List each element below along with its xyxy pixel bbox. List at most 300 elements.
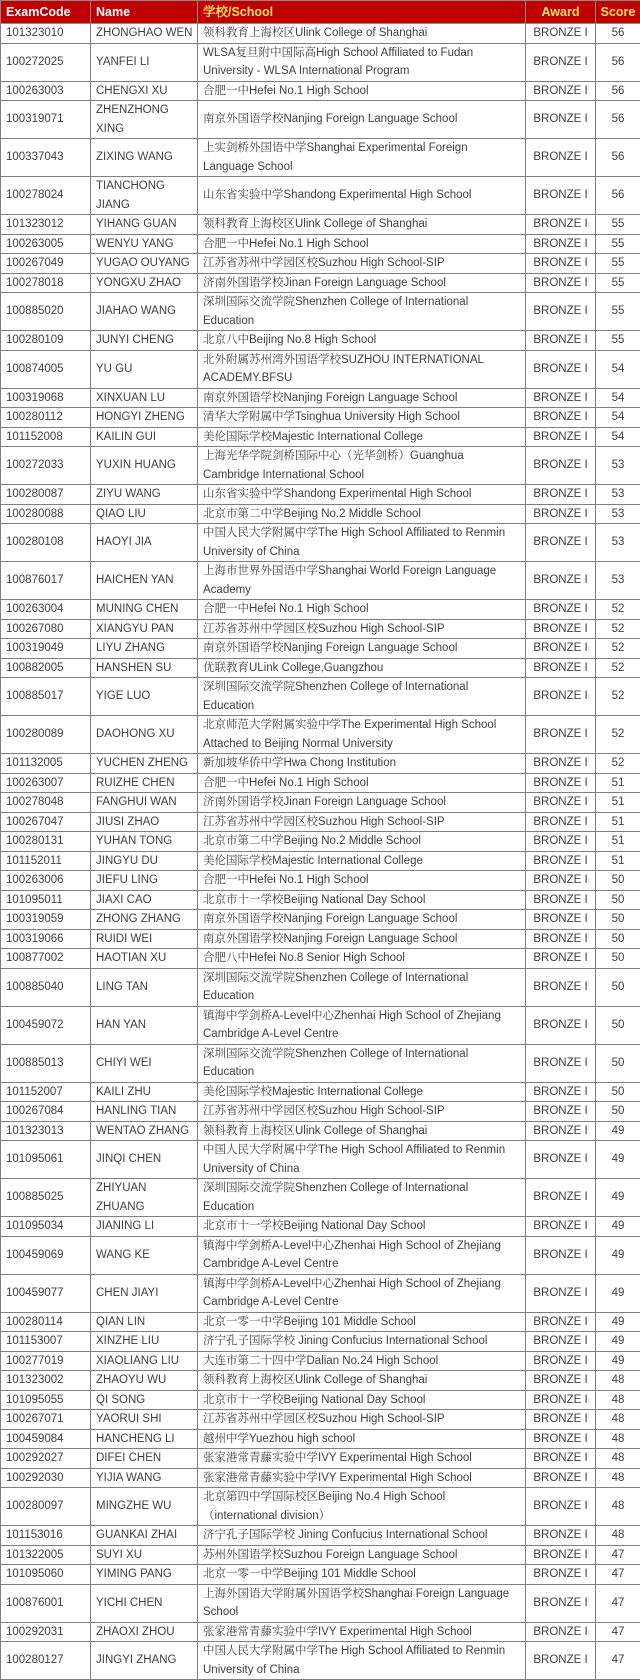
name-cell: HANSHEN SU [91,658,198,678]
name-cell: MUNING CHEN [91,600,198,620]
name-cell: WENYU YANG [91,234,198,254]
name-cell: LING TAN [91,968,198,1006]
name-cell: ZHIYUAN ZHUANG [91,1179,198,1217]
name-cell: YANFEI LI [91,43,198,81]
name-cell: YUCHEN ZHENG [91,754,198,774]
name-cell: JIANING LI [91,1217,198,1237]
name-cell: KAILI ZHU [91,1082,198,1102]
award-cell: BRONZE I [526,1622,596,1642]
score-cell: 50 [596,929,640,949]
table-row [1,485,640,505]
name-cell: WANG KE [91,1236,198,1274]
table-row [1,639,640,659]
name-cell: QIAO LIU [91,504,198,524]
table-row [1,524,640,562]
table-row [1,871,640,891]
name-cell: QIAN LIN [91,1312,198,1332]
score-cell: 51 [596,773,640,793]
name-cell: XINZHE LIU [91,1332,198,1352]
award-cell: BRONZE I [526,524,596,562]
exam-code-cell: 101095011 [1,890,91,910]
exam-code-cell: 101153016 [1,1526,91,1546]
award-cell: BRONZE I [526,812,596,832]
exam-code-cell: 101152007 [1,1082,91,1102]
table-row [1,890,640,910]
table-row [1,1102,640,1122]
exam-code-cell: 101095034 [1,1217,91,1237]
school-cell: 合肥一中Hefei No.1 High School [198,234,526,254]
school-cell: 北京市十一学校Beijing National Day School [198,890,526,910]
table-row [1,968,640,1006]
score-cell: 54 [596,427,640,447]
exam-code-cell: 100292027 [1,1449,91,1469]
table-row [1,1584,640,1622]
table-row [1,43,640,81]
table-row [1,929,640,949]
name-cell: ZHONG ZHANG [91,910,198,930]
school-cell: 北京市第二中学Beijing No.2 Middle School [198,504,526,524]
school-cell: 北京市十一学校Beijing National Day School [198,1390,526,1410]
exam-code-cell: 100280109 [1,331,91,351]
name-cell: YIGE LUO [91,678,198,716]
award-cell: BRONZE I [526,254,596,274]
exam-code-cell: 100278024 [1,177,91,215]
school-cell: 张家港常青藤实验中学IVY Experimental High School [198,1449,526,1469]
table-row [1,504,640,524]
score-cell: 50 [596,871,640,891]
award-cell: BRONZE I [526,234,596,254]
school-cell: 上海外国语大学附属外国语学校Shanghai Foreign Language School [198,1584,526,1622]
exam-code-cell: 101323002 [1,1371,91,1391]
table-row [1,1179,640,1217]
column-header-school: 学校/School [198,1,526,24]
name-cell: SUYI XU [91,1545,198,1565]
table-row [1,81,640,101]
table-row [1,215,640,235]
score-cell: 52 [596,678,640,716]
school-cell: 深圳国际交流学院Shenzhen College of International Education [198,678,526,716]
name-cell: JIAHAO WANG [91,293,198,331]
name-cell: JINGYI ZHANG [91,1642,198,1680]
table-row [1,1410,640,1430]
school-cell: 越州中学Yuezhou high school [198,1429,526,1449]
award-cell: BRONZE I [526,1410,596,1430]
school-cell: 镇海中学剑桥A-Level中心Zhenhai High School of Zhejiang Cambridge A-Level Centre [198,1236,526,1274]
table-row [1,562,640,600]
award-cell: BRONZE I [526,1179,596,1217]
table-row [1,273,640,293]
award-cell: BRONZE I [526,793,596,813]
name-cell: YU GU [91,350,198,388]
name-cell: HONGYI ZHENG [91,408,198,428]
school-cell: 北京八中Beijing No.8 High School [198,331,526,351]
award-cell: BRONZE I [526,1390,596,1410]
table-row [1,619,640,639]
exam-code-cell: 101095061 [1,1141,91,1179]
school-cell: 中国人民大学附属中学The High School Affiliated to Renmin University of China [198,1141,526,1179]
table-row [1,254,640,274]
table-row [1,1642,640,1680]
school-cell: 北京一零一中学Beijing 101 Middle School [198,1312,526,1332]
table-row [1,388,640,408]
award-cell: BRONZE I [526,929,596,949]
name-cell: JINQI CHEN [91,1141,198,1179]
name-cell: YIMING PANG [91,1565,198,1585]
score-cell: 47 [596,1545,640,1565]
award-cell: BRONZE I [526,658,596,678]
score-cell: 55 [596,254,640,274]
score-cell: 47 [596,1642,640,1680]
exam-code-cell: 100877002 [1,949,91,969]
award-cell: BRONZE I [526,1082,596,1102]
table-row [1,1351,640,1371]
column-header-score: Score [596,1,640,24]
name-cell: DAOHONG XU [91,716,198,754]
table-row [1,24,640,44]
score-cell: 49 [596,1312,640,1332]
exam-code-cell: 100272025 [1,43,91,81]
exam-code-cell: 100885025 [1,1179,91,1217]
score-cell: 48 [596,1488,640,1526]
school-cell: 北京市十一学校Beijing National Day School [198,1217,526,1237]
name-cell: GUANKAI ZHAI [91,1526,198,1546]
score-cell: 56 [596,177,640,215]
table-row [1,1545,640,1565]
table-row [1,1622,640,1642]
name-cell: JIUSI ZHAO [91,812,198,832]
score-cell: 55 [596,331,640,351]
table-row [1,600,640,620]
school-cell: 上海光华学院剑桥国际中心（光华剑桥）Guanghua Cambridge International School [198,447,526,485]
score-cell: 55 [596,234,640,254]
score-cell: 54 [596,388,640,408]
score-cell: 53 [596,562,640,600]
award-cell: BRONZE I [526,1584,596,1622]
name-cell: JIEFU LING [91,871,198,891]
score-cell: 49 [596,1236,640,1274]
table-row [1,754,640,774]
score-cell: 52 [596,619,640,639]
name-cell: XINXUAN LU [91,388,198,408]
score-cell: 51 [596,851,640,871]
award-cell: BRONZE I [526,293,596,331]
award-cell: BRONZE I [526,101,596,139]
name-cell: ZHAOYU WU [91,1371,198,1391]
award-cell: BRONZE I [526,949,596,969]
award-cell: BRONZE I [526,1141,596,1179]
school-cell: 深圳国际交流学院Shenzhen College of International Education [198,1179,526,1217]
award-cell: BRONZE I [526,1545,596,1565]
exam-code-cell: 100319066 [1,929,91,949]
name-cell: LIYU ZHANG [91,639,198,659]
table-row [1,1332,640,1352]
school-cell: 美伦国际学校Majestic International College [198,427,526,447]
score-cell: 49 [596,1351,640,1371]
table-row [1,1429,640,1449]
score-cell: 52 [596,658,640,678]
exam-code-cell: 101322005 [1,1545,91,1565]
award-cell: BRONZE I [526,890,596,910]
score-cell: 49 [596,1274,640,1312]
name-cell: HANLING TIAN [91,1102,198,1122]
score-cell: 52 [596,639,640,659]
name-cell: RUIZHE CHEN [91,773,198,793]
award-cell: BRONZE I [526,1351,596,1371]
exam-code-cell: 100280087 [1,485,91,505]
name-cell: HAN YAN [91,1006,198,1044]
school-cell: 镇海中学剑桥A-Level中心Zhenhai High School of Zhejiang Cambridge A-Level Centre [198,1274,526,1312]
exam-code-cell: 101095055 [1,1390,91,1410]
table-row [1,678,640,716]
award-cell: BRONZE I [526,1371,596,1391]
name-cell: ZHAOXI ZHOU [91,1622,198,1642]
award-cell: BRONZE I [526,716,596,754]
exam-code-cell: 100885013 [1,1044,91,1082]
score-cell: 51 [596,832,640,852]
column-header-exam-code: ExamCode [1,1,91,24]
award-cell: BRONZE I [526,1006,596,1044]
exam-code-cell: 100278018 [1,273,91,293]
name-cell: FANGHUI WAN [91,793,198,813]
table-row [1,832,640,852]
school-cell: 美伦国际学校Majestic International College [198,851,526,871]
award-cell: BRONZE I [526,350,596,388]
award-cell: BRONZE I [526,871,596,891]
score-cell: 49 [596,1141,640,1179]
school-cell: WLSA复旦附中国际高High School Affiliated to Fudan University - WLSA International Program [198,43,526,81]
school-cell: 北京市第二中学Beijing No.2 Middle School [198,832,526,852]
table-row [1,1141,640,1179]
score-cell: 51 [596,793,640,813]
award-cell: BRONZE I [526,562,596,600]
name-cell: ZIYU WANG [91,485,198,505]
score-cell: 47 [596,1584,640,1622]
name-cell: DIFEI CHEN [91,1449,198,1469]
name-cell: YUHAN TONG [91,832,198,852]
exam-code-cell: 100876001 [1,1584,91,1622]
award-cell: BRONZE I [526,408,596,428]
name-cell: ZHONGHAO WEN [91,24,198,44]
table-row [1,949,640,969]
exam-code-cell: 100319049 [1,639,91,659]
award-cell: BRONZE I [526,485,596,505]
exam-code-cell: 100459072 [1,1006,91,1044]
name-cell: HAICHEN YAN [91,562,198,600]
award-cell: BRONZE I [526,1274,596,1312]
exam-code-cell: 100280131 [1,832,91,852]
award-cell: BRONZE I [526,273,596,293]
school-cell: 合肥一中Hefei No.1 High School [198,773,526,793]
school-cell: 镇海中学剑桥A-Level中心Zhenhai High School of Zhejiang Cambridge A-Level Centre [198,1006,526,1044]
exam-code-cell: 100885017 [1,678,91,716]
award-cell: BRONZE I [526,851,596,871]
name-cell: JIAXI CAO [91,890,198,910]
name-cell: YICHI CHEN [91,1584,198,1622]
award-cell: BRONZE I [526,1312,596,1332]
school-cell: 北京一零一中学Beijing 101 Middle School [198,1565,526,1585]
school-cell: 江苏省苏州中学园区校Suzhou High School-SIP [198,1410,526,1430]
table-row [1,1006,640,1044]
table-row [1,427,640,447]
award-cell: BRONZE I [526,43,596,81]
school-cell: 南京外国语学校Nanjing Foreign Language School [198,929,526,949]
table-row [1,408,640,428]
exam-code-cell: 100319071 [1,101,91,139]
score-cell: 48 [596,1410,640,1430]
name-cell: HAOTIAN XU [91,949,198,969]
score-cell: 56 [596,139,640,177]
exam-code-cell: 100267049 [1,254,91,274]
name-cell: ZIXING WANG [91,139,198,177]
school-cell: 领科教育上海校区Ulink College of Shanghai [198,1371,526,1391]
table-row [1,1217,640,1237]
exam-code-cell: 100459084 [1,1429,91,1449]
school-cell: 北京第四中学国际校区Beijing No.4 High School （international division） [198,1488,526,1526]
school-cell: 南京外国语学校Nanjing Foreign Language School [198,101,526,139]
exam-code-cell: 100267080 [1,619,91,639]
school-cell: 中国人民大学附属中学The High School Affiliated to Renmin University of China [198,1642,526,1680]
table-header-row [1,1,640,24]
name-cell: YONGXU ZHAO [91,273,198,293]
name-cell: MINGZHE WU [91,1488,198,1526]
award-cell: BRONZE I [526,968,596,1006]
school-cell: 合肥一中Hefei No.1 High School [198,871,526,891]
results-table-body [1,24,640,1680]
table-row [1,350,640,388]
table-row [1,793,640,813]
score-cell: 50 [596,1006,640,1044]
school-cell: 合肥一中Hefei No.1 High School [198,600,526,620]
award-cell: BRONZE I [526,678,596,716]
table-row [1,1390,640,1410]
score-cell: 50 [596,910,640,930]
score-cell: 53 [596,485,640,505]
column-header-award: Award [526,1,596,24]
award-cell: BRONZE I [526,1642,596,1680]
exam-code-cell: 101095060 [1,1565,91,1585]
school-cell: 新加坡华侨中学Hwa Chong Institution [198,754,526,774]
score-cell: 55 [596,215,640,235]
exam-code-cell: 100267071 [1,1410,91,1430]
school-cell: 山东省实验中学Shandong Experimental High School [198,177,526,215]
exam-code-cell: 100263003 [1,81,91,101]
exam-code-cell: 100263007 [1,773,91,793]
school-cell: 张家港常青藤实验中学IVY Experimental High School [198,1468,526,1488]
award-cell: BRONZE I [526,1217,596,1237]
exam-code-cell: 101152008 [1,427,91,447]
school-cell: 江苏省苏州中学园区校Suzhou High School-SIP [198,619,526,639]
exam-code-cell: 100459069 [1,1236,91,1274]
school-cell: 济宁孔子国际学校 Jining Confucius International School [198,1526,526,1546]
exam-code-cell: 100280108 [1,524,91,562]
name-cell: YUXIN HUANG [91,447,198,485]
score-cell: 50 [596,1102,640,1122]
score-cell: 48 [596,1390,640,1410]
table-row [1,910,640,930]
exam-code-cell: 100885040 [1,968,91,1006]
exam-code-cell: 100280114 [1,1312,91,1332]
exam-code-cell: 100263005 [1,234,91,254]
school-cell: 清华大学附属中学Tsinghua University High School [198,408,526,428]
school-cell: 深圳国际交流学院Shenzhen College of International Education [198,968,526,1006]
award-cell: BRONZE I [526,1565,596,1585]
score-cell: 54 [596,350,640,388]
exam-code-cell: 100267047 [1,812,91,832]
award-cell: BRONZE I [526,1332,596,1352]
score-cell: 56 [596,24,640,44]
award-cell: BRONZE I [526,1121,596,1141]
school-cell: 苏州外国语学校Suzhou Foreign Language School [198,1545,526,1565]
score-cell: 49 [596,1179,640,1217]
score-cell: 50 [596,968,640,1006]
award-cell: BRONZE I [526,754,596,774]
exam-code-cell: 101132005 [1,754,91,774]
table-row [1,139,640,177]
score-cell: 52 [596,716,640,754]
table-row [1,716,640,754]
school-cell: 南京外国语学校Nanjing Foreign Language School [198,910,526,930]
school-cell: 济南外国语学校Jinan Foreign Language School [198,793,526,813]
score-cell: 56 [596,101,640,139]
name-cell: YAORUI SHI [91,1410,198,1430]
exam-code-cell: 100874005 [1,350,91,388]
school-cell: 山东省实验中学Shandong Experimental High School [198,485,526,505]
exam-code-cell: 101323010 [1,24,91,44]
score-cell: 54 [596,408,640,428]
name-cell: ZHENZHONG XING [91,101,198,139]
table-row [1,1449,640,1469]
school-cell: 济宁孔子国际学校 Jining Confucius International School [198,1332,526,1352]
exam-code-cell: 100459077 [1,1274,91,1312]
award-cell: BRONZE I [526,24,596,44]
name-cell: YIJIA WANG [91,1468,198,1488]
name-cell: QI SONG [91,1390,198,1410]
award-cell: BRONZE I [526,910,596,930]
score-cell: 52 [596,600,640,620]
award-cell: BRONZE I [526,1236,596,1274]
name-cell: KAILIN GUI [91,427,198,447]
exam-code-cell: 100337043 [1,139,91,177]
name-cell: JINGYU DU [91,851,198,871]
award-cell: BRONZE I [526,1429,596,1449]
award-cell: BRONZE I [526,388,596,408]
score-cell: 56 [596,81,640,101]
score-cell: 49 [596,1332,640,1352]
score-cell: 55 [596,293,640,331]
table-row [1,812,640,832]
table-row [1,1274,640,1312]
score-cell: 52 [596,754,640,774]
score-cell: 48 [596,1371,640,1391]
award-cell: BRONZE I [526,1526,596,1546]
exam-code-cell: 100277019 [1,1351,91,1371]
name-cell: TIANCHONG JIANG [91,177,198,215]
award-cell: BRONZE I [526,139,596,177]
name-cell: RUIDI WEI [91,929,198,949]
award-cell: BRONZE I [526,639,596,659]
name-cell: CHENGXI XU [91,81,198,101]
award-cell: BRONZE I [526,1449,596,1469]
school-cell: 合肥八中Hefei No.8 Senior High School [198,949,526,969]
name-cell: YIHANG GUAN [91,215,198,235]
table-row [1,447,640,485]
exam-code-cell: 100319068 [1,388,91,408]
score-cell: 49 [596,1217,640,1237]
award-cell: BRONZE I [526,832,596,852]
school-cell: 大连市第二十四中学Dalian No.24 High School [198,1351,526,1371]
table-row [1,773,640,793]
school-cell: 北外附属苏州湾外国语学校SUZHOU INTERNATIONAL ACADEMY.BFSU [198,350,526,388]
